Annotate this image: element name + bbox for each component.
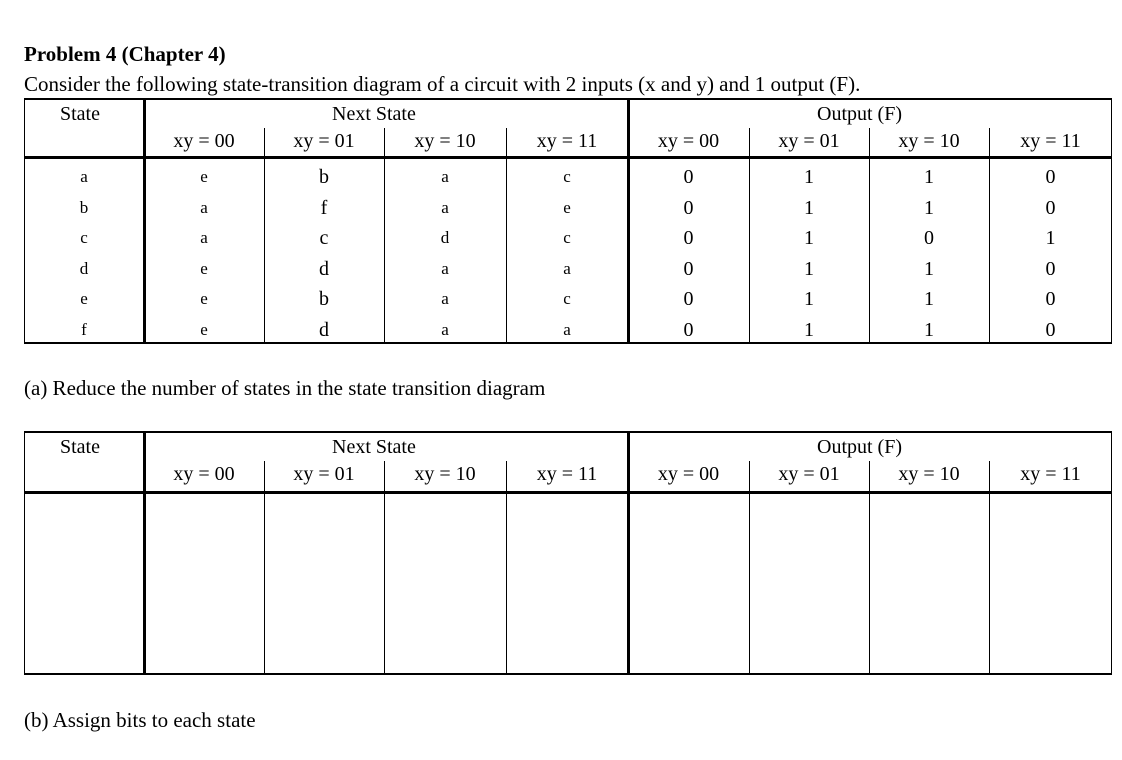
row-state: b bbox=[79, 197, 89, 217]
output-cell: 1 bbox=[924, 318, 934, 341]
next-state-cell: d bbox=[319, 257, 329, 280]
output-cell: 0 bbox=[1045, 257, 1056, 280]
next-state-cell: e bbox=[200, 319, 208, 339]
row-state: d bbox=[79, 258, 89, 278]
sub-header-out-00: xy = 00 bbox=[657, 463, 720, 485]
state-header: State bbox=[60, 103, 100, 125]
output-header: Output (F) bbox=[817, 103, 902, 125]
output-cell: 1 bbox=[1045, 227, 1056, 249]
next-state-header: Next State bbox=[332, 436, 416, 458]
sub-header-next-11: xy = 11 bbox=[536, 130, 598, 152]
next-state-cell: d bbox=[319, 318, 329, 341]
sub-header-out-10: xy = 10 bbox=[898, 130, 960, 152]
next-state-cell: c bbox=[563, 167, 571, 186]
column-divider bbox=[869, 461, 870, 675]
next-state-cell: a bbox=[563, 319, 571, 339]
output-cell: 0 bbox=[683, 166, 694, 188]
sub-header-next-10: xy = 10 bbox=[414, 463, 476, 485]
state-table bbox=[24, 98, 1112, 344]
problem-title: Problem 4 (Chapter 4) bbox=[24, 42, 226, 66]
next-state-header: Next State bbox=[332, 103, 416, 125]
row-state: e bbox=[80, 289, 88, 308]
next-state-cell: a bbox=[441, 197, 449, 217]
output-cell: 1 bbox=[804, 318, 814, 341]
next-state-cell: d bbox=[440, 228, 450, 247]
problem-intro: Consider the following state-transition diagram of a circuit with 2 inputs (x and y) and 1 output (F). bbox=[24, 72, 861, 96]
row-state: c bbox=[80, 228, 88, 247]
sub-header-next-11: xy = 11 bbox=[536, 463, 598, 485]
sub-header-next-01: xy = 01 bbox=[293, 130, 355, 152]
output-cell: 1 bbox=[924, 257, 934, 280]
output-cell: 1 bbox=[924, 288, 934, 310]
sub-header-next-00: xy = 00 bbox=[173, 130, 235, 152]
output-cell: 0 bbox=[1045, 318, 1056, 341]
output-cell: 1 bbox=[924, 166, 934, 188]
column-divider bbox=[989, 461, 990, 675]
next-state-cell: c bbox=[563, 289, 571, 308]
state-header: State bbox=[60, 436, 100, 458]
output-cell: 0 bbox=[683, 288, 694, 310]
row-state: f bbox=[81, 319, 87, 339]
output-header: Output (F) bbox=[817, 436, 902, 458]
next-state-cell: e bbox=[200, 167, 208, 186]
sub-header-out-01: xy = 01 bbox=[778, 463, 840, 485]
next-state-cell: f bbox=[320, 196, 328, 219]
next-state-cell: a bbox=[441, 319, 449, 339]
sub-header-out-11: xy = 11 bbox=[1020, 130, 1081, 152]
next-state-cell: a bbox=[200, 197, 208, 217]
output-cell: 1 bbox=[804, 288, 814, 310]
part-a-text: (a) Reduce the number of states in the state transition diagram bbox=[24, 376, 546, 400]
sub-header-next-10: xy = 10 bbox=[414, 130, 476, 152]
output-cell: 0 bbox=[683, 318, 694, 341]
column-divider bbox=[749, 461, 750, 675]
table-bottom-border bbox=[24, 673, 1112, 675]
answer-table bbox=[24, 431, 1112, 675]
table-top-border bbox=[24, 98, 1112, 100]
next-state-cell: c bbox=[563, 228, 571, 247]
output-cell: 1 bbox=[804, 166, 814, 188]
next-state-cell: a bbox=[563, 258, 571, 278]
next-state-cell: e bbox=[200, 289, 208, 308]
next-state-cell: c bbox=[319, 227, 329, 249]
sub-header-out-11: xy = 11 bbox=[1020, 463, 1081, 485]
output-cell: 0 bbox=[1045, 288, 1056, 310]
column-divider bbox=[506, 461, 507, 675]
next-state-cell: b bbox=[319, 166, 329, 188]
sub-header-next-00: xy = 00 bbox=[173, 463, 235, 485]
next-state-cell: a bbox=[441, 289, 449, 308]
output-cell: 0 bbox=[924, 227, 934, 249]
next-state-cell: e bbox=[563, 197, 571, 217]
output-cell: 1 bbox=[804, 227, 814, 249]
column-divider bbox=[264, 461, 265, 675]
sub-header-out-01: xy = 01 bbox=[778, 130, 840, 152]
next-state-cell: a bbox=[200, 228, 208, 247]
next-state-cell: e bbox=[200, 258, 208, 278]
next-state-cell: a bbox=[441, 258, 449, 278]
sub-header-out-10: xy = 10 bbox=[898, 463, 960, 485]
sub-header-out-00: xy = 00 bbox=[657, 130, 720, 152]
column-divider bbox=[384, 461, 385, 675]
output-cell: 0 bbox=[1045, 196, 1056, 219]
output-cell: 1 bbox=[804, 257, 814, 280]
header-separator bbox=[24, 156, 1112, 159]
output-cell: 0 bbox=[1045, 166, 1056, 188]
output-cell: 0 bbox=[683, 227, 694, 249]
part-b-text: (b) Assign bits to each state bbox=[24, 708, 256, 732]
output-cell: 1 bbox=[924, 196, 934, 219]
output-cell: 0 bbox=[683, 257, 694, 280]
table-top-border bbox=[24, 431, 1112, 433]
header-separator bbox=[24, 491, 1112, 494]
output-cell: 1 bbox=[804, 196, 814, 219]
row-state: a bbox=[80, 167, 88, 186]
next-state-cell: a bbox=[441, 167, 449, 186]
output-cell: 0 bbox=[683, 196, 694, 219]
sub-header-next-01: xy = 01 bbox=[293, 463, 355, 485]
next-state-cell: b bbox=[319, 288, 329, 310]
table-left-border bbox=[24, 431, 25, 675]
